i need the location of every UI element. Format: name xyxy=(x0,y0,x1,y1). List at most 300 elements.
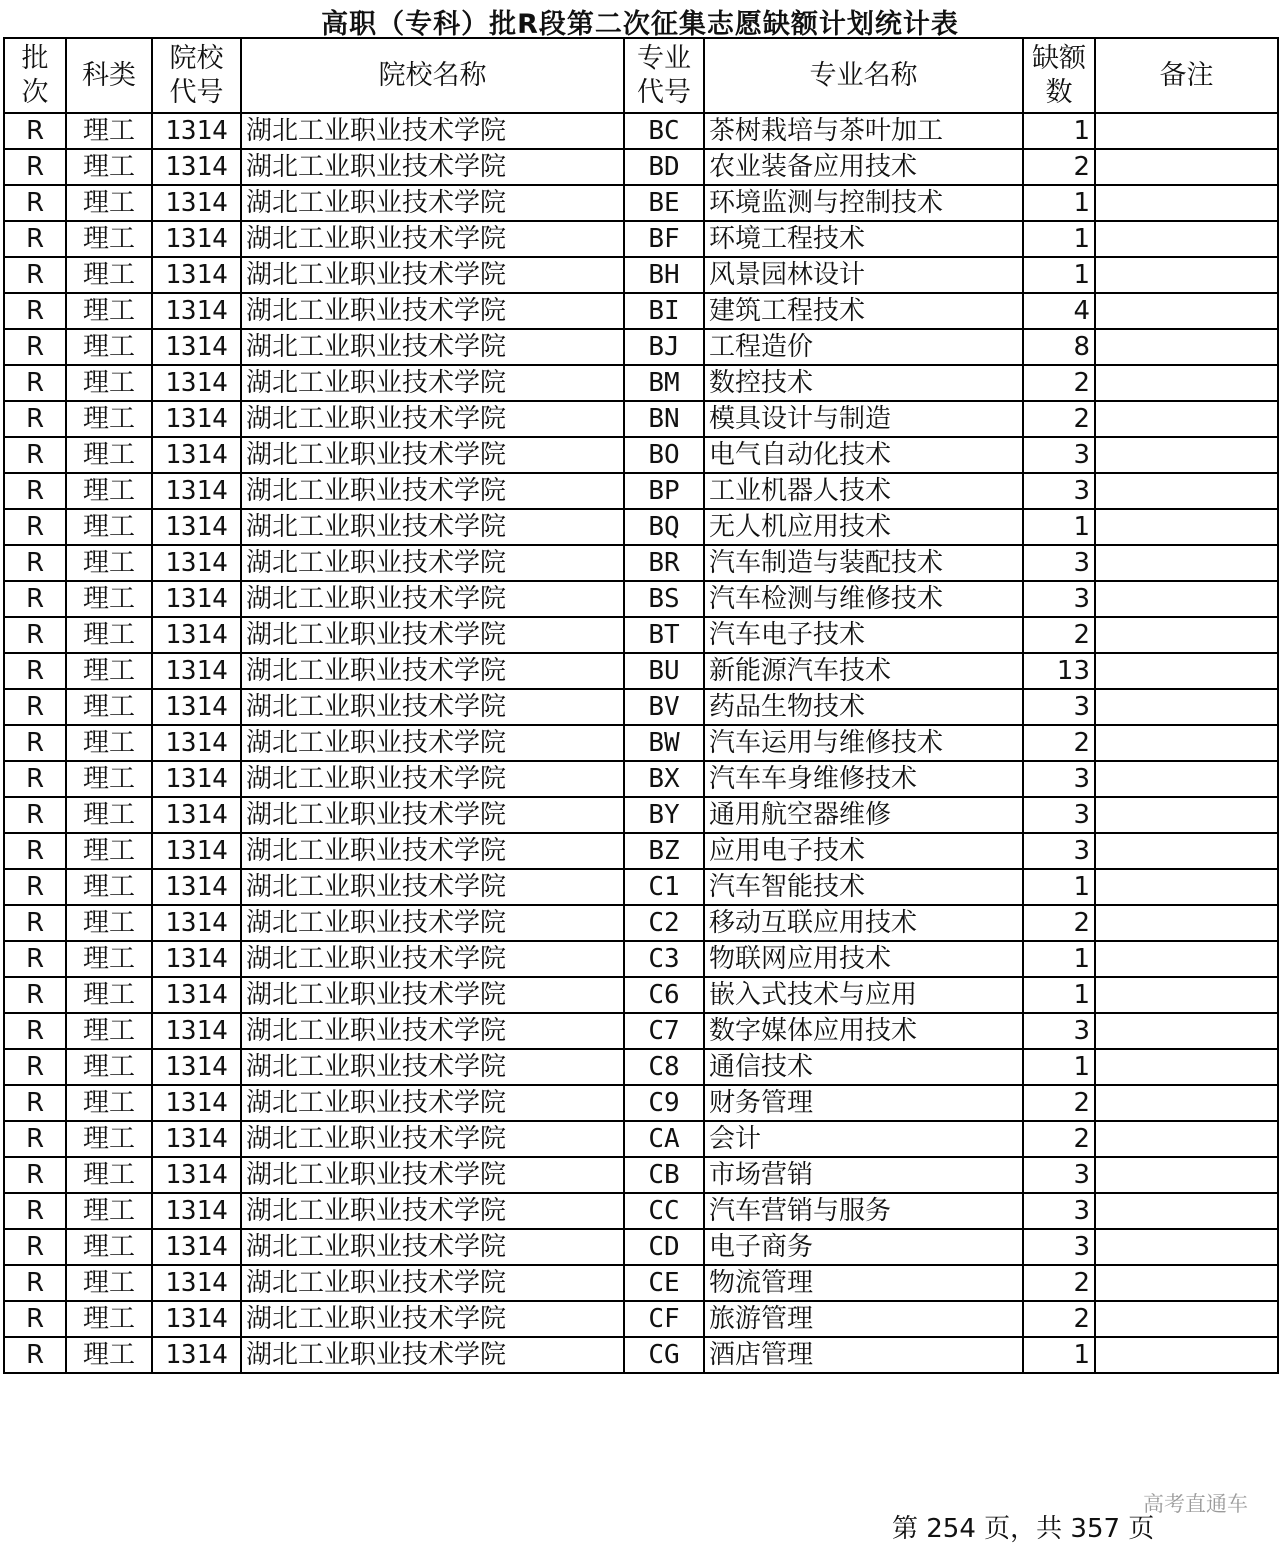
cell-gap: 3 xyxy=(1023,545,1095,581)
page-number: 第 254 页，共 357 页 xyxy=(892,1514,1155,1544)
cell-remark xyxy=(1095,617,1278,653)
cell-major-name: 旅游管理 xyxy=(704,1301,1023,1337)
cell-major-name: 市场营销 xyxy=(704,1157,1023,1193)
cell-major-code: CA xyxy=(624,1121,704,1157)
cell-major-name: 汽车运用与维修技术 xyxy=(704,725,1023,761)
cell-remark xyxy=(1095,1229,1278,1265)
cell-school-code: 1314 xyxy=(152,653,241,689)
cell-school-code: 1314 xyxy=(152,1085,241,1121)
cell-major-code: BV xyxy=(624,689,704,725)
cell-school-name: 湖北工业职业技术学院 xyxy=(241,257,624,293)
cell-major-name: 药品生物技术 xyxy=(704,689,1023,725)
cell-gap: 2 xyxy=(1023,149,1095,185)
cell-school-name: 湖北工业职业技术学院 xyxy=(241,1265,624,1301)
cell-school-name: 湖北工业职业技术学院 xyxy=(241,473,624,509)
cell-batch: R xyxy=(4,905,66,941)
cell-major-code: BO xyxy=(624,437,704,473)
cell-remark xyxy=(1095,437,1278,473)
table-row xyxy=(4,941,1278,977)
cell-batch: R xyxy=(4,1193,66,1229)
cell-remark xyxy=(1095,1301,1278,1337)
cell-category: 理工 xyxy=(66,221,152,257)
cell-batch: R xyxy=(4,869,66,905)
cell-major-name: 酒店管理 xyxy=(704,1337,1023,1373)
cell-school-name: 湖北工业职业技术学院 xyxy=(241,545,624,581)
cell-category: 理工 xyxy=(66,833,152,869)
cell-major-name: 数字媒体应用技术 xyxy=(704,1013,1023,1049)
cell-batch: R xyxy=(4,257,66,293)
table-row xyxy=(4,293,1278,329)
cell-remark xyxy=(1095,725,1278,761)
cell-major-name: 应用电子技术 xyxy=(704,833,1023,869)
cell-gap: 2 xyxy=(1023,905,1095,941)
cell-school-code: 1314 xyxy=(152,149,241,185)
cell-batch: R xyxy=(4,653,66,689)
table-header-row xyxy=(4,38,1278,113)
cell-batch: R xyxy=(4,797,66,833)
cell-batch: R xyxy=(4,581,66,617)
cell-school-name: 湖北工业职业技术学院 xyxy=(241,1085,624,1121)
cell-category: 理工 xyxy=(66,365,152,401)
cell-category: 理工 xyxy=(66,329,152,365)
cell-gap: 2 xyxy=(1023,401,1095,437)
cell-category: 理工 xyxy=(66,581,152,617)
cell-remark xyxy=(1095,869,1278,905)
cell-school-code: 1314 xyxy=(152,581,241,617)
cell-major-code: CC xyxy=(624,1193,704,1229)
cell-category: 理工 xyxy=(66,1049,152,1085)
cell-remark xyxy=(1095,1121,1278,1157)
cell-school-name: 湖北工业职业技术学院 xyxy=(241,761,624,797)
watermark: 高考直通车 xyxy=(1143,1492,1248,1516)
table-row xyxy=(4,1229,1278,1265)
cell-school-code: 1314 xyxy=(152,1265,241,1301)
table-row xyxy=(4,617,1278,653)
header-school-code: 院校 代号 xyxy=(152,38,241,113)
cell-major-code: BW xyxy=(624,725,704,761)
cell-remark xyxy=(1095,401,1278,437)
cell-category: 理工 xyxy=(66,1193,152,1229)
cell-category: 理工 xyxy=(66,401,152,437)
cell-gap: 3 xyxy=(1023,437,1095,473)
cell-category: 理工 xyxy=(66,185,152,221)
cell-remark xyxy=(1095,329,1278,365)
cell-remark xyxy=(1095,1193,1278,1229)
cell-gap: 1 xyxy=(1023,869,1095,905)
cell-major-code: BD xyxy=(624,149,704,185)
cell-gap: 3 xyxy=(1023,473,1095,509)
cell-major-code: BX xyxy=(624,761,704,797)
cell-school-name: 湖北工业职业技术学院 xyxy=(241,581,624,617)
cell-category: 理工 xyxy=(66,1121,152,1157)
table-row xyxy=(4,509,1278,545)
header-remark: 备注 xyxy=(1095,38,1278,113)
cell-category: 理工 xyxy=(66,1229,152,1265)
cell-gap: 3 xyxy=(1023,761,1095,797)
cell-major-name: 建筑工程技术 xyxy=(704,293,1023,329)
cell-major-name: 无人机应用技术 xyxy=(704,509,1023,545)
table-row xyxy=(4,977,1278,1013)
cell-school-name: 湖北工业职业技术学院 xyxy=(241,1049,624,1085)
cell-school-name: 湖北工业职业技术学院 xyxy=(241,1157,624,1193)
cell-school-name: 湖北工业职业技术学院 xyxy=(241,1301,624,1337)
cell-school-name: 湖北工业职业技术学院 xyxy=(241,509,624,545)
cell-remark xyxy=(1095,293,1278,329)
cell-batch: R xyxy=(4,113,66,149)
cell-major-code: CE xyxy=(624,1265,704,1301)
header-batch: 批 次 xyxy=(4,38,66,113)
cell-category: 理工 xyxy=(66,797,152,833)
cell-major-code: BM xyxy=(624,365,704,401)
cell-school-code: 1314 xyxy=(152,1301,241,1337)
cell-major-code: CF xyxy=(624,1301,704,1337)
cell-category: 理工 xyxy=(66,725,152,761)
cell-category: 理工 xyxy=(66,1157,152,1193)
cell-major-name: 会计 xyxy=(704,1121,1023,1157)
cell-remark xyxy=(1095,1337,1278,1373)
cell-remark xyxy=(1095,1049,1278,1085)
table-row xyxy=(4,1085,1278,1121)
cell-major-code: BN xyxy=(624,401,704,437)
cell-school-name: 湖北工业职业技术学院 xyxy=(241,365,624,401)
cell-school-code: 1314 xyxy=(152,401,241,437)
cell-gap: 1 xyxy=(1023,257,1095,293)
cell-batch: R xyxy=(4,1157,66,1193)
cell-gap: 3 xyxy=(1023,1013,1095,1049)
cell-major-name: 工程造价 xyxy=(704,329,1023,365)
cell-gap: 1 xyxy=(1023,509,1095,545)
header-school-name: 院校名称 xyxy=(241,38,624,113)
cell-major-name: 风景园林设计 xyxy=(704,257,1023,293)
cell-major-code: BR xyxy=(624,545,704,581)
cell-school-name: 湖北工业职业技术学院 xyxy=(241,1229,624,1265)
cell-category: 理工 xyxy=(66,977,152,1013)
cell-major-name: 汽车营销与服务 xyxy=(704,1193,1023,1229)
table-row xyxy=(4,1265,1278,1301)
cell-remark xyxy=(1095,797,1278,833)
cell-major-code: BZ xyxy=(624,833,704,869)
cell-gap: 2 xyxy=(1023,1265,1095,1301)
cell-school-name: 湖北工业职业技术学院 xyxy=(241,113,624,149)
cell-batch: R xyxy=(4,149,66,185)
table-row xyxy=(4,725,1278,761)
cell-school-code: 1314 xyxy=(152,941,241,977)
cell-gap: 3 xyxy=(1023,689,1095,725)
cell-remark xyxy=(1095,689,1278,725)
cell-gap: 1 xyxy=(1023,113,1095,149)
cell-major-code: CD xyxy=(624,1229,704,1265)
cell-school-name: 湖北工业职业技术学院 xyxy=(241,725,624,761)
cell-gap: 1 xyxy=(1023,221,1095,257)
cell-remark xyxy=(1095,1157,1278,1193)
table-row xyxy=(4,545,1278,581)
cell-school-code: 1314 xyxy=(152,545,241,581)
cell-school-code: 1314 xyxy=(152,113,241,149)
cell-major-name: 通用航空器维修 xyxy=(704,797,1023,833)
cell-category: 理工 xyxy=(66,509,152,545)
cell-school-code: 1314 xyxy=(152,1013,241,1049)
cell-remark xyxy=(1095,905,1278,941)
cell-school-name: 湖北工业职业技术学院 xyxy=(241,149,624,185)
cell-major-name: 电气自动化技术 xyxy=(704,437,1023,473)
cell-major-code: C9 xyxy=(624,1085,704,1121)
cell-major-code: CB xyxy=(624,1157,704,1193)
cell-school-code: 1314 xyxy=(152,437,241,473)
cell-major-name: 汽车电子技术 xyxy=(704,617,1023,653)
cell-major-name: 数控技术 xyxy=(704,365,1023,401)
cell-major-code: BJ xyxy=(624,329,704,365)
cell-major-code: C3 xyxy=(624,941,704,977)
cell-remark xyxy=(1095,761,1278,797)
cell-school-name: 湖北工业职业技术学院 xyxy=(241,869,624,905)
header-major-code: 专业 代号 xyxy=(624,38,704,113)
cell-major-code: BT xyxy=(624,617,704,653)
cell-category: 理工 xyxy=(66,653,152,689)
cell-major-name: 汽车车身维修技术 xyxy=(704,761,1023,797)
cell-major-code: C2 xyxy=(624,905,704,941)
cell-school-name: 湖北工业职业技术学院 xyxy=(241,329,624,365)
cell-batch: R xyxy=(4,1337,66,1373)
cell-school-code: 1314 xyxy=(152,329,241,365)
cell-school-code: 1314 xyxy=(152,1157,241,1193)
table-row xyxy=(4,113,1278,149)
cell-gap: 3 xyxy=(1023,1157,1095,1193)
table-row xyxy=(4,329,1278,365)
cell-major-code: BE xyxy=(624,185,704,221)
cell-major-name: 物流管理 xyxy=(704,1265,1023,1301)
cell-gap: 1 xyxy=(1023,185,1095,221)
cell-major-code: C8 xyxy=(624,1049,704,1085)
cell-batch: R xyxy=(4,545,66,581)
cell-remark xyxy=(1095,509,1278,545)
cell-major-name: 汽车制造与装配技术 xyxy=(704,545,1023,581)
cell-major-name: 汽车检测与维修技术 xyxy=(704,581,1023,617)
cell-gap: 13 xyxy=(1023,653,1095,689)
cell-school-name: 湖北工业职业技术学院 xyxy=(241,617,624,653)
cell-school-name: 湖北工业职业技术学院 xyxy=(241,905,624,941)
cell-school-code: 1314 xyxy=(152,1337,241,1373)
cell-school-name: 湖北工业职业技术学院 xyxy=(241,221,624,257)
cell-remark xyxy=(1095,977,1278,1013)
cell-gap: 3 xyxy=(1023,581,1095,617)
cell-batch: R xyxy=(4,185,66,221)
cell-gap: 2 xyxy=(1023,725,1095,761)
cell-major-name: 移动互联应用技术 xyxy=(704,905,1023,941)
cell-school-name: 湖北工业职业技术学院 xyxy=(241,1193,624,1229)
cell-category: 理工 xyxy=(66,473,152,509)
cell-gap: 4 xyxy=(1023,293,1095,329)
cell-category: 理工 xyxy=(66,1301,152,1337)
cell-batch: R xyxy=(4,1013,66,1049)
cell-major-code: BS xyxy=(624,581,704,617)
table-row xyxy=(4,905,1278,941)
table-row xyxy=(4,653,1278,689)
cell-major-name: 工业机器人技术 xyxy=(704,473,1023,509)
cell-category: 理工 xyxy=(66,1265,152,1301)
cell-batch: R xyxy=(4,365,66,401)
cell-batch: R xyxy=(4,1049,66,1085)
table-row xyxy=(4,869,1278,905)
cell-batch: R xyxy=(4,1301,66,1337)
table-row xyxy=(4,689,1278,725)
page-title: 高职（专科）批R段第二次征集志愿缺额计划统计表 xyxy=(321,9,959,40)
cell-school-name: 湖北工业职业技术学院 xyxy=(241,185,624,221)
table-row xyxy=(4,221,1278,257)
cell-remark xyxy=(1095,653,1278,689)
cell-major-name: 环境工程技术 xyxy=(704,221,1023,257)
cell-major-code: BC xyxy=(624,113,704,149)
cell-remark xyxy=(1095,365,1278,401)
table-row xyxy=(4,185,1278,221)
table-row xyxy=(4,149,1278,185)
cell-major-code: C6 xyxy=(624,977,704,1013)
cell-category: 理工 xyxy=(66,1013,152,1049)
table-row xyxy=(4,437,1278,473)
cell-category: 理工 xyxy=(66,437,152,473)
cell-batch: R xyxy=(4,437,66,473)
header-gap: 缺额 数 xyxy=(1023,38,1095,113)
cell-batch: R xyxy=(4,977,66,1013)
cell-major-code: C7 xyxy=(624,1013,704,1049)
cell-gap: 1 xyxy=(1023,941,1095,977)
cell-batch: R xyxy=(4,1265,66,1301)
cell-school-code: 1314 xyxy=(152,365,241,401)
cell-remark xyxy=(1095,257,1278,293)
cell-category: 理工 xyxy=(66,545,152,581)
cell-school-code: 1314 xyxy=(152,797,241,833)
cell-major-code: CG xyxy=(624,1337,704,1373)
cell-school-name: 湖北工业职业技术学院 xyxy=(241,401,624,437)
cell-gap: 2 xyxy=(1023,617,1095,653)
cell-school-code: 1314 xyxy=(152,725,241,761)
table-row xyxy=(4,1049,1278,1085)
cell-gap: 3 xyxy=(1023,833,1095,869)
cell-school-name: 湖北工业职业技术学院 xyxy=(241,941,624,977)
cell-major-name: 环境监测与控制技术 xyxy=(704,185,1023,221)
cell-batch: R xyxy=(4,1229,66,1265)
table-row xyxy=(4,1121,1278,1157)
cell-remark xyxy=(1095,1265,1278,1301)
table-row xyxy=(4,473,1278,509)
cell-remark xyxy=(1095,581,1278,617)
cell-school-code: 1314 xyxy=(152,833,241,869)
cell-school-name: 湖北工业职业技术学院 xyxy=(241,689,624,725)
cell-major-name: 通信技术 xyxy=(704,1049,1023,1085)
cell-major-name: 汽车智能技术 xyxy=(704,869,1023,905)
cell-school-name: 湖北工业职业技术学院 xyxy=(241,293,624,329)
table-row xyxy=(4,1013,1278,1049)
cell-category: 理工 xyxy=(66,1085,152,1121)
cell-gap: 3 xyxy=(1023,797,1095,833)
table-row xyxy=(4,1157,1278,1193)
cell-batch: R xyxy=(4,1121,66,1157)
cell-gap: 1 xyxy=(1023,1337,1095,1373)
cell-remark xyxy=(1095,185,1278,221)
cell-remark xyxy=(1095,149,1278,185)
cell-batch: R xyxy=(4,1085,66,1121)
cell-school-code: 1314 xyxy=(152,1193,241,1229)
cell-category: 理工 xyxy=(66,941,152,977)
table-row xyxy=(4,365,1278,401)
cell-category: 理工 xyxy=(66,689,152,725)
cell-category: 理工 xyxy=(66,905,152,941)
cell-gap: 1 xyxy=(1023,977,1095,1013)
cell-school-name: 湖北工业职业技术学院 xyxy=(241,1013,624,1049)
cell-school-name: 湖北工业职业技术学院 xyxy=(241,653,624,689)
cell-school-code: 1314 xyxy=(152,1049,241,1085)
cell-gap: 2 xyxy=(1023,1121,1095,1157)
cell-category: 理工 xyxy=(66,761,152,797)
cell-major-name: 嵌入式技术与应用 xyxy=(704,977,1023,1013)
table-row xyxy=(4,761,1278,797)
cell-school-code: 1314 xyxy=(152,617,241,653)
cell-school-name: 湖北工业职业技术学院 xyxy=(241,1337,624,1373)
cell-batch: R xyxy=(4,617,66,653)
table-row xyxy=(4,1193,1278,1229)
cell-school-code: 1314 xyxy=(152,1121,241,1157)
cell-school-name: 湖北工业职业技术学院 xyxy=(241,833,624,869)
cell-school-code: 1314 xyxy=(152,185,241,221)
table-row xyxy=(4,257,1278,293)
cell-school-code: 1314 xyxy=(152,689,241,725)
cell-gap: 3 xyxy=(1023,1193,1095,1229)
cell-major-name: 农业装备应用技术 xyxy=(704,149,1023,185)
table-row xyxy=(4,1301,1278,1337)
cell-major-name: 模具设计与制造 xyxy=(704,401,1023,437)
table-row xyxy=(4,581,1278,617)
cell-gap: 1 xyxy=(1023,1049,1095,1085)
cell-batch: R xyxy=(4,509,66,545)
cell-major-code: BY xyxy=(624,797,704,833)
table-row xyxy=(4,401,1278,437)
cell-major-name: 茶树栽培与茶叶加工 xyxy=(704,113,1023,149)
cell-gap: 2 xyxy=(1023,1301,1095,1337)
cell-category: 理工 xyxy=(66,293,152,329)
cell-school-code: 1314 xyxy=(152,977,241,1013)
plan-table xyxy=(3,37,1279,1374)
cell-batch: R xyxy=(4,761,66,797)
cell-batch: R xyxy=(4,329,66,365)
cell-major-code: BF xyxy=(624,221,704,257)
cell-category: 理工 xyxy=(66,257,152,293)
cell-school-code: 1314 xyxy=(152,293,241,329)
cell-school-code: 1314 xyxy=(152,221,241,257)
cell-major-name: 电子商务 xyxy=(704,1229,1023,1265)
cell-category: 理工 xyxy=(66,1337,152,1373)
cell-batch: R xyxy=(4,293,66,329)
cell-remark xyxy=(1095,941,1278,977)
header-major-name: 专业名称 xyxy=(704,38,1023,113)
cell-school-code: 1314 xyxy=(152,257,241,293)
cell-category: 理工 xyxy=(66,113,152,149)
cell-major-name: 物联网应用技术 xyxy=(704,941,1023,977)
table-row xyxy=(4,797,1278,833)
cell-category: 理工 xyxy=(66,869,152,905)
cell-school-code: 1314 xyxy=(152,761,241,797)
cell-remark xyxy=(1095,545,1278,581)
cell-major-code: BP xyxy=(624,473,704,509)
cell-batch: R xyxy=(4,221,66,257)
cell-batch: R xyxy=(4,941,66,977)
cell-batch: R xyxy=(4,473,66,509)
cell-category: 理工 xyxy=(66,617,152,653)
cell-school-code: 1314 xyxy=(152,905,241,941)
cell-batch: R xyxy=(4,689,66,725)
cell-major-code: BU xyxy=(624,653,704,689)
cell-major-code: BI xyxy=(624,293,704,329)
cell-remark xyxy=(1095,833,1278,869)
cell-remark xyxy=(1095,473,1278,509)
